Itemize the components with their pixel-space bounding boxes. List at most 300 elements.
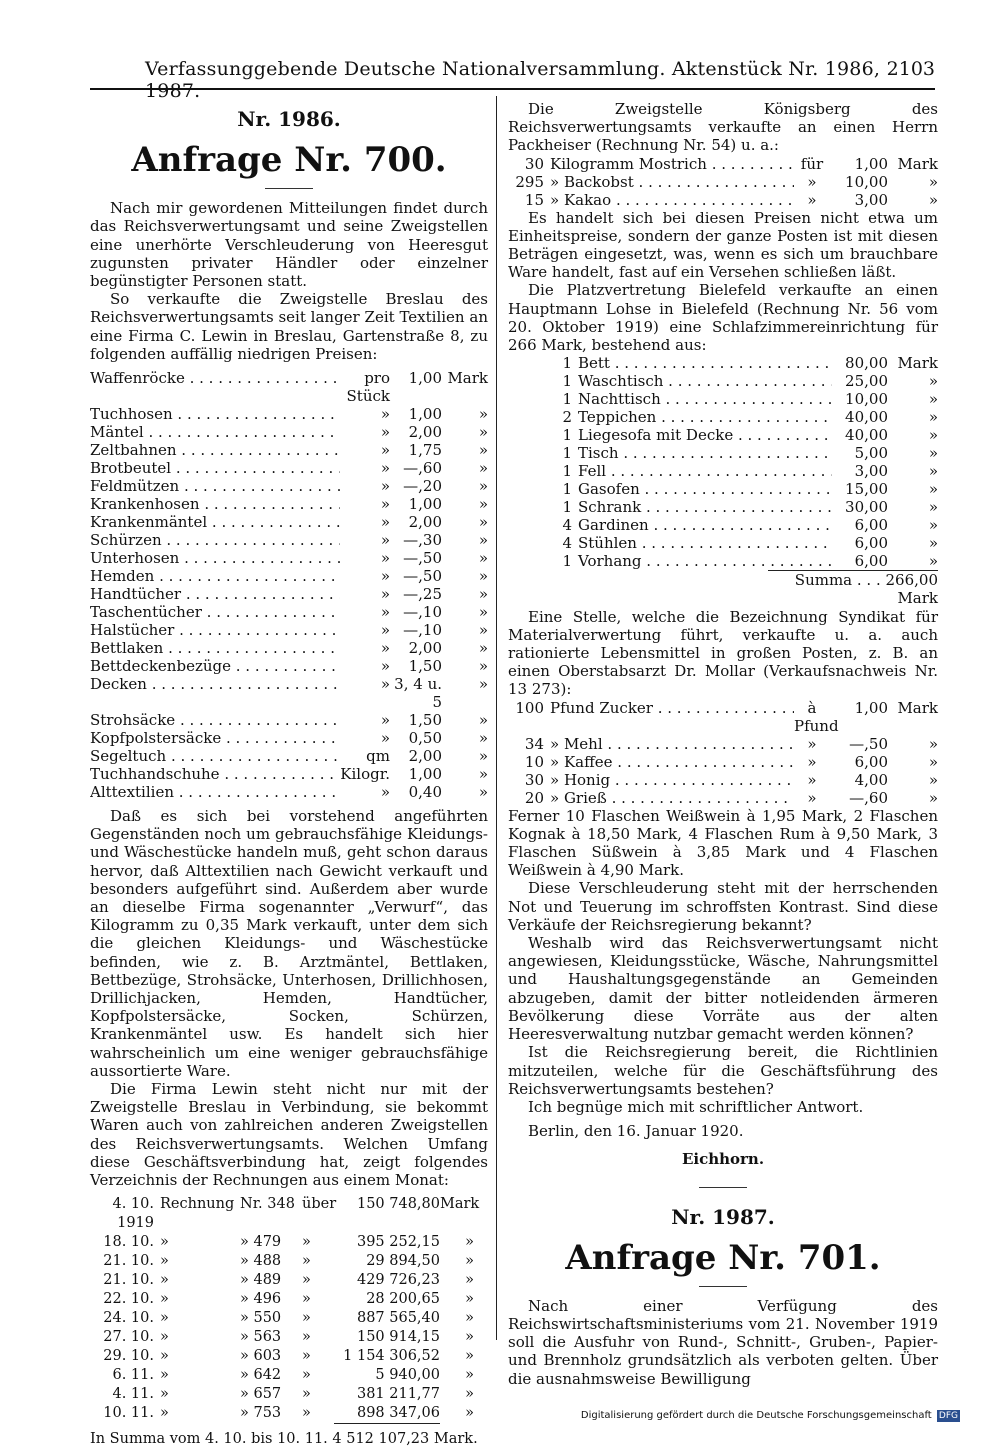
item-name: Schürzen . . .: [90, 531, 340, 549]
price-list: [90, 369, 488, 801]
price-row: [90, 675, 488, 711]
invoice-row: [90, 1290, 488, 1309]
goods-currency: »: [928, 534, 938, 553]
item-name: Brotbeutel . . .: [90, 459, 340, 477]
header-title: Verfassunggebende Deutsche Nationalversammlung. Aktenstück Nr. 1986, 1987.: [145, 58, 881, 102]
invoice-amount: 429 726,23: [356, 1272, 440, 1289]
invoice-date: 21. 10.: [103, 1253, 154, 1270]
invoice-amount: 898 347,06: [334, 1404, 440, 1424]
paragraph: Die Platzvertretung Bielefeld verkaufte an einen Hauptmann Lohse in Bielefeld (Rechnung Nr. 56 vom 20. Oktober 1919) eine Schlafzimmereinrichtung für 266 Mark, bestehend aus:: [508, 281, 938, 355]
invoice-date: 21. 10.: [103, 1272, 154, 1289]
item-name: Decken . . .: [90, 675, 340, 711]
item-price: 2,00: [408, 639, 442, 658]
goods-desc: Kilogramm Mostrich . . .: [544, 155, 794, 173]
inquiry-title: Anfrage Nr. 701.: [565, 1237, 881, 1278]
goods-currency: Mark: [897, 154, 938, 173]
goods-row: [508, 354, 938, 372]
price-row: [90, 549, 488, 567]
invoice-currency: »: [465, 1310, 474, 1327]
item-name: Segeltuch . . .: [90, 747, 340, 765]
item-name: Feldmützen . . .: [90, 477, 340, 495]
goods-row: [508, 516, 938, 534]
goods-currency: »: [928, 552, 938, 571]
paragraph: Die Zweigstelle Königsberg des Reichsverwertungsamts verkaufte an einen Herrn Packheiser (Rechnung Nr. 54) u. a.:: [508, 100, 938, 155]
invoice-number: » 657: [240, 1386, 282, 1403]
invoice-currency: »: [465, 1253, 474, 1270]
invoice-currency: »: [465, 1348, 474, 1365]
invoice-currency: »: [465, 1272, 474, 1289]
goods-qty: 1: [562, 480, 572, 499]
item-currency: »: [478, 423, 488, 442]
price-row: [90, 441, 488, 459]
invoice-label: »: [160, 1291, 169, 1308]
invoice-ueber: »: [302, 1291, 311, 1308]
price-row: [90, 747, 488, 765]
item-price: 1,75: [408, 441, 442, 460]
goods-row: [508, 390, 938, 408]
goods-row: [508, 753, 938, 771]
invoice-date: 29. 10.: [103, 1348, 154, 1365]
goods-desc: Waschtisch . . .: [572, 372, 832, 390]
paragraph: Nach einer Verfügung des Reichswirtschaftsministeriums vom 21. November 1919 soll die Ausfuhr von Rund-, Schnitt-, Gruben-, Papier- und Brennholz grundsätzlich als verboten gelten. Über die ausnahmsweise Bewilligung: [508, 1296, 938, 1388]
paragraph: Die Firma Lewin steht nicht nur mit der Zweigstelle Breslau in Verbindung, sie bekommt Waren auch von zahlreichen anderen Zweigstellen des Reichsverwertungsamts. Welchen Umfang diese Geschäftsverbindung hat, zeigt folgendes Verzeichnis der Rechnungen aus einem Monat:: [90, 1080, 488, 1190]
paragraph: Diese Verschleuderung steht mit der herrschenden Not und Teuerung im schroffsten Kontrast. Sind diese Verkäufe der Reichsregierung bekannt?: [508, 879, 938, 934]
price-row: [90, 495, 488, 513]
item-currency: »: [478, 729, 488, 748]
invoice-number: Nr. 348: [240, 1196, 295, 1213]
goods-price: 10,00: [845, 172, 888, 191]
price-row: [90, 783, 488, 801]
invoice-date: 4. 11.: [112, 1386, 154, 1403]
goods-prep: »: [807, 770, 817, 789]
invoice-amount: 381 211,77: [356, 1386, 440, 1403]
invoice-date: 4. 10. 1919: [112, 1196, 154, 1232]
invoice-ueber: »: [302, 1253, 311, 1270]
item-unit: »: [380, 783, 390, 802]
invoice-row: [90, 1347, 488, 1366]
goods-currency: »: [928, 444, 938, 463]
goods-desc: » Honig . . .: [544, 771, 794, 789]
inquiry-title: Anfrage Nr. 700.: [131, 140, 447, 181]
goods-row: [508, 372, 938, 390]
item-unit: »: [380, 423, 390, 442]
item-name: Kopfpolstersäcke . . .: [90, 729, 340, 747]
goods-row: [508, 408, 938, 426]
goods-qty: 10: [524, 752, 544, 771]
price-row: [90, 513, 488, 531]
goods-row: [508, 173, 938, 191]
goods-row: [508, 699, 938, 735]
goods-row: [508, 771, 938, 789]
goods-price: 30,00: [845, 498, 888, 517]
invoice-number: » 563: [240, 1329, 282, 1346]
column-divider: [496, 96, 497, 1340]
goods-price: 6,00: [854, 752, 888, 771]
invoice-row: [90, 1233, 488, 1252]
goods-qty: 1: [562, 498, 572, 517]
item-price: 1,00: [408, 495, 442, 514]
goods-currency: »: [928, 788, 938, 807]
invoice-number: » 479: [240, 1234, 282, 1251]
furniture-total: Summa . . . 266,00 Mark: [768, 570, 938, 607]
invoice-row: [90, 1252, 488, 1271]
right-column: [508, 100, 938, 1388]
goods-row: [508, 444, 938, 462]
price-row: [90, 423, 488, 441]
invoice-ueber: »: [302, 1386, 311, 1403]
paragraph: Eine Stelle, welche die Bezeichnung Syndikat für Materialverwertung führt, verkaufte u. a. auch rationierte Lebensmittel in großen Posten, z. B. an einen Oberstabsarzt Dr. Mollar (Verkaufsnachweis Nr. 13 273):: [508, 607, 938, 699]
goods-price: 40,00: [845, 408, 888, 427]
invoice-ueber: »: [302, 1310, 311, 1327]
item-name: Zeltbahnen . . .: [90, 441, 340, 459]
goods-qty: 30: [524, 154, 544, 173]
invoice-currency: »: [465, 1329, 474, 1346]
item-unit: »: [380, 621, 390, 640]
paragraph: Daß es sich bei vorstehend angeführten Gegenständen noch um gebrauchsfähige Kleidungs- und Wäschestücke handeln muß, geht schon daraus hervor, daß Alttextilien nach Gewicht verkauft und besonders aufgeführt sind. Außerdem aber wurde an dieselbe Firma sogenannter „Verwurf“, das Kilogramm zu 0,35 Mark verkauft, unter dem sich die gleichen Kleidungs- und Wäschestücke befinden, wie z. B. Arztmäntel, Bettlaken, Bettbezüge, Strohsäcke, Unterhosen, Drillichhosen, Drillichjacken, Hemden, Handtücher, Kopfpolstersäcke, Socken, Schürzen, Krankenmäntel usw. Es handelt sich hier wahrscheinlich um eine weniger gebrauchsfähige aussortierte Ware.: [90, 807, 488, 1080]
item-name: Tuchhandschuhe . . .: [90, 765, 340, 783]
invoice-label: »: [160, 1310, 169, 1327]
goods-currency: »: [928, 426, 938, 445]
goods-price: 6,00: [854, 516, 888, 535]
dfg-logo: DFG: [938, 1411, 958, 1421]
goods-price: 1,00: [854, 154, 888, 173]
price-row: [90, 477, 488, 495]
invoice-label: »: [160, 1405, 169, 1422]
goods-currency: »: [928, 734, 938, 753]
invoice-label: »: [160, 1234, 169, 1251]
item-price: 1,50: [408, 711, 442, 730]
goods-prep: »: [807, 734, 817, 753]
invoice-amount: 150 748,80: [356, 1196, 440, 1213]
goods-price: 5,00: [854, 444, 888, 463]
item-unit: »: [380, 495, 390, 514]
item-unit: »: [380, 603, 390, 622]
invoice-number: » 489: [240, 1272, 282, 1289]
paragraph: Ferner 10 Flaschen Weißwein à 1,95 Mark, 2 Flaschen Kognak à 18,50 Mark, 4 Flaschen Rum à 9,50 Mark, 3 Flaschen Süßwein à 3,85 Mark und 4 Flaschen Weißwein à 4,90 Mark.: [508, 806, 938, 880]
goods-prep: »: [807, 788, 817, 807]
item-name: Halstücher . . .: [90, 621, 340, 639]
goods-currency: »: [928, 190, 938, 209]
item-name: Strohsäcke . . .: [90, 711, 340, 729]
doc-number: Nr. 1987.: [671, 1204, 775, 1229]
goods-prep: für: [800, 154, 824, 173]
item-currency: »: [478, 477, 488, 496]
item-currency: »: [478, 405, 488, 424]
goods-price: 4,00: [854, 770, 888, 789]
goods-row: [508, 789, 938, 807]
item-unit: Kilogr.: [340, 765, 390, 784]
invoice-ueber: »: [302, 1367, 311, 1384]
invoice-ueber: »: [302, 1405, 311, 1422]
price-row: [90, 729, 488, 747]
goods-row: [508, 735, 938, 753]
invoice-date: 22. 10.: [103, 1291, 154, 1308]
invoice-ueber: »: [302, 1234, 311, 1251]
goods-price: 10,00: [845, 390, 888, 409]
invoice-table: [90, 1195, 488, 1424]
item-unit: pro Stück: [346, 369, 390, 406]
page-header: [145, 58, 935, 102]
invoice-currency: »: [465, 1367, 474, 1384]
goods-prep: »: [807, 190, 817, 209]
paragraph: Ich begnüge mich mit schriftlicher Antwort.: [528, 1097, 864, 1116]
item-unit: »: [380, 441, 390, 460]
goods-desc: Gasofen . . .: [572, 480, 832, 498]
item-currency: »: [478, 603, 488, 622]
goods-desc: Fell . . .: [572, 462, 832, 480]
item-price: —,10: [403, 603, 442, 622]
invoice-label: »: [160, 1253, 169, 1270]
price-row: [90, 531, 488, 549]
food-list: [508, 699, 938, 807]
item-currency: »: [478, 711, 488, 730]
item-unit: »: [380, 567, 390, 586]
invoice-ueber: »: [302, 1329, 311, 1346]
invoice-row: [90, 1271, 488, 1290]
item-price: —,50: [403, 567, 442, 586]
invoice-currency: »: [465, 1386, 474, 1403]
price-row: [90, 405, 488, 423]
invoice-label: »: [160, 1272, 169, 1289]
price-row: [90, 369, 488, 405]
goods-price: 6,00: [854, 552, 888, 571]
invoice-amount: 150 914,15: [356, 1329, 440, 1346]
goods-row: [508, 426, 938, 444]
goods-desc: » Grieß . . .: [544, 789, 794, 807]
goods-row: [508, 534, 938, 552]
koenigsberg-list: [508, 155, 938, 209]
item-name: Tuchhosen . . .: [90, 405, 340, 423]
item-name: Taschentücher . . .: [90, 603, 340, 621]
furniture-list: [508, 354, 938, 570]
item-unit: »: [380, 405, 390, 424]
invoice-row: [90, 1366, 488, 1385]
invoice-number: » 642: [240, 1367, 282, 1384]
paragraph: So verkaufte die Zweigstelle Breslau des Reichsverwertungsamts seit langer Zeit Textilien an eine Firma C. Lewin in Breslau, Gartenstraße 8, zu folgenden auffällig niedrigen Preisen:: [90, 290, 488, 363]
goods-currency: »: [928, 516, 938, 535]
goods-price: 25,00: [845, 372, 888, 391]
item-currency: »: [478, 765, 488, 784]
item-name: Alttextilien . . .: [90, 783, 340, 801]
goods-row: [508, 498, 938, 516]
invoice-total: In Summa vom 4. 10. bis 10. 11. 4 512 107,23 Mark.: [90, 1431, 478, 1448]
invoice-amount: 887 565,40: [356, 1310, 440, 1327]
invoice-row: [90, 1309, 488, 1328]
item-unit: »: [380, 657, 390, 676]
goods-currency: Mark: [897, 698, 938, 717]
goods-desc: » Kaffee . . .: [544, 753, 794, 771]
item-currency: »: [478, 747, 488, 766]
goods-qty: 1: [562, 552, 572, 571]
goods-qty: 295: [515, 172, 544, 191]
goods-desc: » Kakao . . .: [544, 191, 794, 209]
goods-price: 40,00: [845, 426, 888, 445]
item-name: Mäntel . . .: [90, 423, 340, 441]
goods-qty: 2: [562, 408, 572, 427]
goods-price: 15,00: [845, 480, 888, 499]
item-unit: »: [380, 585, 390, 604]
short-rule: [699, 1286, 747, 1287]
price-row: [90, 459, 488, 477]
goods-row: [508, 480, 938, 498]
item-price: 2,00: [408, 513, 442, 532]
goods-currency: »: [928, 498, 938, 517]
invoice-row: [90, 1328, 488, 1347]
item-price: 1,00: [408, 405, 442, 424]
invoice-number: » 488: [240, 1253, 282, 1270]
invoice-date: 27. 10.: [103, 1329, 154, 1346]
item-price: —,30: [403, 531, 442, 550]
goods-currency: »: [928, 372, 938, 391]
price-row: [90, 585, 488, 603]
goods-currency: »: [928, 480, 938, 499]
invoice-row: [90, 1195, 488, 1233]
footer-text: Digitalisierung gefördert durch die Deutsche Forschungsgemeinschaft: [580, 1410, 932, 1421]
price-row: [90, 621, 488, 639]
item-currency: Mark: [447, 369, 488, 388]
item-currency: »: [478, 567, 488, 586]
invoice-currency: Mark: [440, 1196, 480, 1213]
goods-qty: 15: [524, 190, 544, 209]
goods-price: 3,00: [854, 462, 888, 481]
item-currency: »: [478, 441, 488, 460]
page-number: 2103: [886, 58, 935, 80]
item-price: 1,00: [408, 765, 442, 784]
goods-qty: 1: [562, 390, 572, 409]
goods-price: 80,00: [845, 354, 888, 373]
signature: Eichhorn.: [681, 1150, 765, 1169]
goods-row: [508, 462, 938, 480]
invoice-row: [90, 1404, 488, 1424]
item-price: —,50: [403, 549, 442, 568]
item-unit: »: [380, 459, 390, 478]
invoice-label: »: [160, 1386, 169, 1403]
item-name: Waffenröcke . . .: [90, 369, 340, 405]
goods-currency: »: [928, 172, 938, 191]
goods-desc: Pfund Zucker . . .: [544, 699, 794, 735]
item-currency: »: [478, 585, 488, 604]
goods-desc: Schrank . . .: [572, 498, 832, 516]
item-unit: »: [380, 513, 390, 532]
goods-qty: 20: [524, 788, 544, 807]
invoice-number: » 550: [240, 1310, 282, 1327]
item-price: —,25: [403, 585, 442, 604]
paragraph: Nach mir gewordenen Mitteilungen findet durch das Reichsverwertungsamt und seine Zweigstellen eine unerhörte Verschleuderung von Heeresgut zugunsten privater Händler oder einzelner begünstigter Personen statt.: [90, 199, 488, 291]
invoice-currency: »: [465, 1291, 474, 1308]
price-row: [90, 639, 488, 657]
place-date: Berlin, den 16. Januar 1920.: [528, 1122, 744, 1141]
item-name: Bettlaken . . .: [90, 639, 340, 657]
price-row: [90, 765, 488, 783]
item-currency: »: [478, 783, 488, 802]
price-row: [90, 657, 488, 675]
price-row: [90, 711, 488, 729]
goods-desc: Teppichen . . .: [572, 408, 832, 426]
item-name: Bettdeckenbezüge . . .: [90, 657, 340, 675]
goods-prep: à Pfund: [794, 698, 839, 735]
item-unit: »: [380, 531, 390, 550]
invoice-date: 18. 10.: [103, 1234, 154, 1251]
invoice-ueber: »: [302, 1272, 311, 1289]
item-price: —,10: [403, 621, 442, 640]
item-price: —,20: [403, 477, 442, 496]
goods-qty: 1: [562, 354, 572, 373]
paragraph: Ist die Reichsregierung bereit, die Richtlinien mitzuteilen, welche für die Geschäftsführung des Reichsverwertungsamts bestehen?: [508, 1043, 938, 1098]
item-price: 1,50: [408, 657, 442, 676]
goods-price: —,60: [849, 788, 888, 807]
item-currency: »: [478, 459, 488, 478]
goods-desc: Stühlen . . .: [572, 534, 832, 552]
paragraph: Weshalb wird das Reichsverwertungsamt nicht angewiesen, Kleidungsstücke, Wäsche, Nahrungsmittel und Haushaltungsgegenstände an Gemeinden abzugeben, damit der bitter notleidenden ärmeren Bevölkerung diese Vorräte aus der alten Heeresverwaltung nutzbar gemacht werden können?: [508, 934, 938, 1044]
invoice-amount: 5 940,00: [375, 1367, 440, 1384]
goods-desc: Liegesofa mit Decke . . .: [572, 426, 832, 444]
goods-row: [508, 191, 938, 209]
invoice-row: [90, 1385, 488, 1404]
invoice-date: 6. 11.: [112, 1367, 154, 1384]
goods-currency: »: [928, 462, 938, 481]
item-currency: »: [478, 531, 488, 550]
item-unit: »: [380, 675, 390, 694]
goods-desc: Tisch . . .: [572, 444, 832, 462]
goods-desc: » Backobst . . .: [544, 173, 794, 191]
item-currency: »: [478, 657, 488, 676]
item-price: 0,50: [408, 729, 442, 748]
goods-currency: »: [928, 408, 938, 427]
invoice-amount: 29 894,50: [366, 1253, 440, 1270]
goods-currency: »: [928, 390, 938, 409]
invoice-date: 24. 10.: [103, 1310, 154, 1327]
footer-credit: [581, 1410, 960, 1422]
invoice-amount: 1 154 306,52: [343, 1348, 440, 1365]
goods-desc: Nachttisch . . .: [572, 390, 832, 408]
left-column: [90, 100, 488, 1449]
goods-qty: 4: [562, 534, 572, 553]
price-row: [90, 567, 488, 585]
item-name: Hemden . . .: [90, 567, 340, 585]
goods-qty: 100: [515, 698, 544, 717]
goods-qty: 30: [524, 770, 544, 789]
goods-desc: Gardinen . . .: [572, 516, 832, 534]
invoice-label: »: [160, 1348, 169, 1365]
goods-qty: 1: [562, 372, 572, 391]
item-price: 0,40: [408, 783, 442, 802]
invoice-currency: »: [465, 1234, 474, 1251]
item-price: 3, 4 u. 5: [394, 675, 442, 712]
short-rule: [699, 1187, 747, 1188]
short-rule: [265, 188, 313, 189]
item-currency: »: [478, 495, 488, 514]
goods-currency: »: [928, 752, 938, 771]
goods-row: [508, 552, 938, 570]
price-row: [90, 603, 488, 621]
item-unit: »: [380, 549, 390, 568]
invoice-number: » 603: [240, 1348, 282, 1365]
invoice-amount: 395 252,15: [356, 1234, 440, 1251]
invoice-number: » 753: [240, 1405, 282, 1422]
goods-price: 3,00: [854, 190, 888, 209]
goods-qty: 1: [562, 426, 572, 445]
item-currency: »: [478, 549, 488, 568]
invoice-amount: 28 200,65: [366, 1291, 440, 1308]
goods-currency: Mark: [897, 354, 938, 373]
invoice-ueber: über: [302, 1196, 337, 1213]
item-unit: qm: [366, 747, 390, 766]
invoice-label: Rechnung: [160, 1196, 235, 1213]
item-price: 2,00: [408, 747, 442, 766]
goods-price: 1,00: [854, 698, 888, 717]
paragraph: Es handelt sich bei diesen Preisen nicht etwa um Einheitspreise, sondern der ganze Posten ist mit diesen Beträgen eingesetzt, was, wenn es sich um brauchbare Ware handelt, fast auf ein Versehen schließen läßt.: [508, 208, 938, 282]
invoice-label: »: [160, 1367, 169, 1384]
